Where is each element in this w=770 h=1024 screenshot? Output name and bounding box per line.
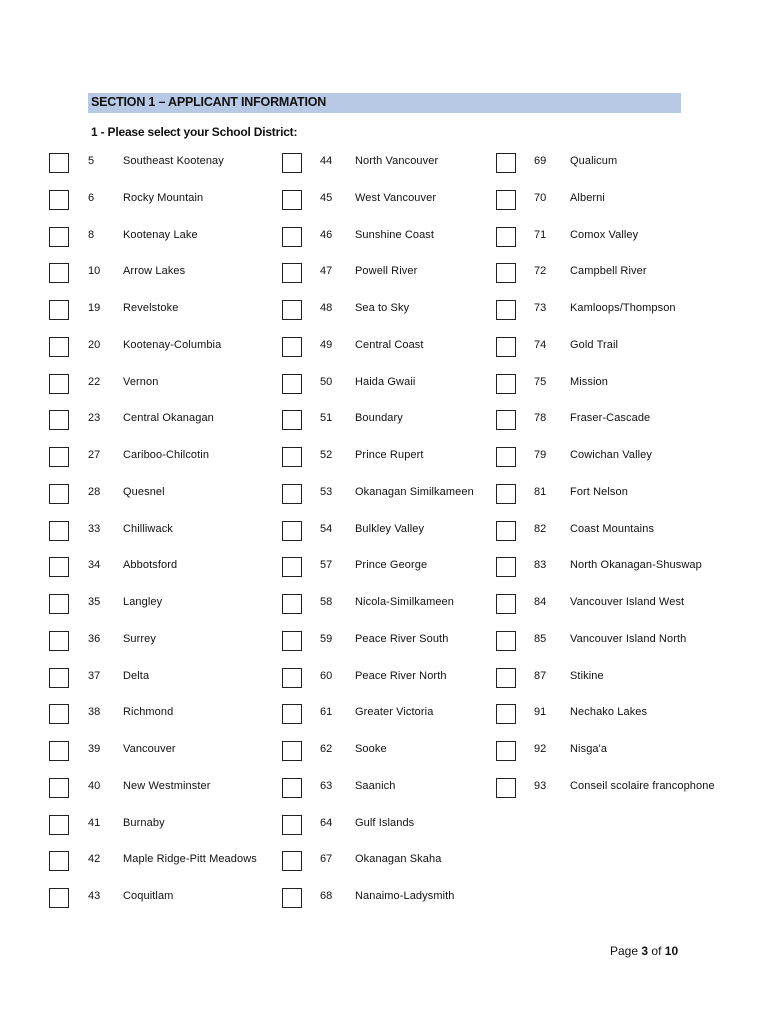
district-number: 58 (320, 596, 333, 608)
district-number: 43 (88, 890, 101, 902)
district-checkbox[interactable] (496, 227, 516, 247)
district-number: 28 (88, 486, 101, 498)
district-number: 44 (320, 155, 333, 167)
district-name: Vancouver Island West (570, 596, 685, 608)
district-number: 49 (320, 339, 333, 351)
district-number: 68 (320, 890, 333, 902)
district-checkbox[interactable] (496, 374, 516, 394)
district-number: 81 (534, 486, 547, 498)
district-name: Comox Valley (570, 229, 639, 241)
district-checkbox[interactable] (282, 594, 302, 614)
district-number: 91 (534, 706, 547, 718)
district-name: Kootenay-Columbia (123, 339, 222, 351)
district-number: 47 (320, 265, 333, 277)
district-name: Fraser-Cascade (570, 412, 651, 424)
district-name: Sea to Sky (355, 302, 410, 314)
district-name: Maple Ridge-Pitt Meadows (123, 853, 257, 865)
district-number: 71 (534, 229, 547, 241)
district-checkbox[interactable] (496, 337, 516, 357)
district-number: 33 (88, 523, 101, 535)
district-checkbox[interactable] (496, 704, 516, 724)
district-checkbox[interactable] (49, 851, 69, 871)
district-number: 53 (320, 486, 333, 498)
district-name: New Westminster (123, 780, 211, 792)
district-checkbox[interactable] (49, 594, 69, 614)
district-name: Cariboo-Chilcotin (123, 449, 210, 461)
district-number: 42 (88, 853, 101, 865)
district-number: 64 (320, 817, 333, 829)
district-checkbox[interactable] (282, 557, 302, 577)
page-footer (610, 944, 678, 958)
district-name: Bulkley Valley (355, 523, 425, 535)
district-number: 63 (320, 780, 333, 792)
district-name: Coquitlam (123, 890, 174, 902)
district-name: Powell River (355, 265, 418, 277)
district-checkbox[interactable] (49, 778, 69, 798)
district-checkbox[interactable] (496, 190, 516, 210)
district-number: 39 (88, 743, 101, 755)
district-name: Abbotsford (123, 559, 178, 571)
district-number: 60 (320, 670, 333, 682)
district-checkbox[interactable] (49, 153, 69, 173)
district-number: 23 (88, 412, 101, 424)
district-checkbox[interactable] (282, 815, 302, 835)
district-name: Haida Gwaii (355, 376, 416, 388)
district-checkbox[interactable] (282, 668, 302, 688)
district-checkbox[interactable] (496, 778, 516, 798)
district-name: Prince Rupert (355, 449, 424, 461)
district-number: 70 (534, 192, 547, 204)
district-name: West Vancouver (355, 192, 437, 204)
district-name: Qualicum (570, 155, 618, 167)
district-name: Sooke (355, 743, 387, 755)
district-name: Vancouver Island North (570, 633, 687, 645)
page-total: 10 (664, 944, 679, 958)
page-word: Page (610, 944, 639, 958)
district-name: Revelstoke (123, 302, 179, 314)
district-name: Campbell River (570, 265, 647, 277)
district-checkbox[interactable] (282, 337, 302, 357)
district-checkbox[interactable] (49, 300, 69, 320)
district-checkbox[interactable] (282, 300, 302, 320)
district-name: Stikine (570, 670, 604, 682)
district-checkbox[interactable] (49, 521, 69, 541)
district-number: 48 (320, 302, 333, 314)
district-name: Burnaby (123, 817, 165, 829)
district-number: 27 (88, 449, 101, 461)
district-checkbox[interactable] (49, 815, 69, 835)
district-checkbox[interactable] (496, 447, 516, 467)
district-number: 35 (88, 596, 101, 608)
district-checkbox[interactable] (49, 631, 69, 651)
section-title: SECTION 1 – APPLICANT INFORMATION (91, 95, 327, 109)
district-number: 51 (320, 412, 333, 424)
district-checkbox[interactable] (282, 484, 302, 504)
district-name: Chilliwack (123, 523, 173, 535)
district-name: Central Okanagan (123, 412, 214, 424)
district-number: 50 (320, 376, 333, 388)
district-name: Conseil scolaire francophone (570, 780, 715, 792)
district-checkbox[interactable] (49, 227, 69, 247)
district-name: Southeast Kootenay (123, 155, 224, 167)
district-number: 34 (88, 559, 101, 571)
district-number: 5 (88, 155, 95, 167)
district-number: 46 (320, 229, 333, 241)
district-checkbox[interactable] (49, 447, 69, 467)
district-checkbox[interactable] (496, 631, 516, 651)
district-number: 72 (534, 265, 547, 277)
district-name: Nanaimo-Ladysmith (355, 890, 455, 902)
district-number: 73 (534, 302, 547, 314)
district-checkbox[interactable] (282, 741, 302, 761)
district-name: Kamloops/Thompson (570, 302, 676, 314)
district-checkbox[interactable] (282, 704, 302, 724)
district-name: Okanagan Similkameen (355, 486, 474, 498)
district-number: 38 (88, 706, 101, 718)
district-checkbox[interactable] (282, 778, 302, 798)
district-name: North Okanagan-Shuswap (570, 559, 702, 571)
district-number: 69 (534, 155, 547, 167)
district-checkbox[interactable] (496, 153, 516, 173)
district-name: Langley (123, 596, 163, 608)
district-checkbox[interactable] (49, 410, 69, 430)
district-checkbox[interactable] (282, 521, 302, 541)
district-checkbox[interactable] (282, 263, 302, 283)
district-checkbox[interactable] (282, 888, 302, 908)
district-number: 75 (534, 376, 547, 388)
district-name: North Vancouver (355, 155, 439, 167)
district-name: Coast Mountains (570, 523, 655, 535)
district-checkbox[interactable] (282, 153, 302, 173)
district-number: 8 (88, 229, 95, 241)
district-name: Gulf Islands (355, 817, 415, 829)
district-checkbox[interactable] (282, 447, 302, 467)
district-checkbox[interactable] (282, 851, 302, 871)
district-number: 20 (88, 339, 101, 351)
district-name: Gold Trail (570, 339, 619, 351)
district-number: 57 (320, 559, 333, 571)
district-checkbox[interactable] (282, 410, 302, 430)
district-name: Rocky Mountain (123, 192, 204, 204)
district-number: 74 (534, 339, 547, 351)
district-number: 78 (534, 412, 547, 424)
district-name: Nisga'a (570, 743, 608, 755)
page-of-word: of (651, 944, 662, 958)
district-checkbox[interactable] (282, 190, 302, 210)
district-number: 87 (534, 670, 547, 682)
district-number: 40 (88, 780, 101, 792)
district-number: 52 (320, 449, 333, 461)
district-checkbox[interactable] (49, 374, 69, 394)
district-name: Richmond (123, 706, 174, 718)
school-district-question: 1 - Please select your School District: (91, 125, 298, 139)
district-name: Okanagan Skaha (355, 853, 442, 865)
district-checkbox[interactable] (282, 227, 302, 247)
district-number: 41 (88, 817, 101, 829)
district-checkbox[interactable] (49, 741, 69, 761)
district-checkbox[interactable] (496, 410, 516, 430)
district-name: Arrow Lakes (123, 265, 186, 277)
district-number: 19 (88, 302, 101, 314)
district-checkbox[interactable] (49, 484, 69, 504)
district-name: Greater Victoria (355, 706, 434, 718)
district-name: Quesnel (123, 486, 165, 498)
district-checkbox[interactable] (49, 704, 69, 724)
district-number: 45 (320, 192, 333, 204)
district-number: 10 (88, 265, 101, 277)
district-checkbox[interactable] (49, 190, 69, 210)
district-name: Vancouver (123, 743, 176, 755)
district-checkbox[interactable] (49, 888, 69, 908)
district-name: Peace River South (355, 633, 449, 645)
district-number: 54 (320, 523, 333, 535)
district-name: Surrey (123, 633, 156, 645)
district-number: 59 (320, 633, 333, 645)
district-checkbox[interactable] (496, 741, 516, 761)
district-number: 85 (534, 633, 547, 645)
district-checkbox[interactable] (496, 263, 516, 283)
district-name: Central Coast (355, 339, 424, 351)
district-checkbox[interactable] (49, 557, 69, 577)
district-number: 67 (320, 853, 333, 865)
district-name: Sunshine Coast (355, 229, 435, 241)
district-number: 6 (88, 192, 95, 204)
district-name: Mission (570, 376, 608, 388)
district-number: 82 (534, 523, 547, 535)
district-name: Nicola-Similkameen (355, 596, 454, 608)
district-number: 22 (88, 376, 101, 388)
district-name: Nechako Lakes (570, 706, 648, 718)
district-name: Peace River North (355, 670, 447, 682)
district-name: Prince George (355, 559, 428, 571)
district-name: Boundary (355, 412, 403, 424)
district-number: 84 (534, 596, 547, 608)
district-number: 92 (534, 743, 547, 755)
district-name: Fort Nelson (570, 486, 628, 498)
district-name: Vernon (123, 376, 159, 388)
district-name: Delta (123, 670, 150, 682)
district-checkbox[interactable] (496, 594, 516, 614)
district-number: 61 (320, 706, 333, 718)
district-number: 36 (88, 633, 101, 645)
district-name: Alberni (570, 192, 605, 204)
district-number: 79 (534, 449, 547, 461)
district-checkbox[interactable] (496, 668, 516, 688)
district-number: 93 (534, 780, 547, 792)
district-checkbox[interactable] (282, 374, 302, 394)
district-checkbox[interactable] (496, 300, 516, 320)
district-checkbox[interactable] (49, 337, 69, 357)
district-checkbox[interactable] (496, 484, 516, 504)
district-checkbox[interactable] (282, 631, 302, 651)
district-number: 37 (88, 670, 101, 682)
district-checkbox[interactable] (49, 668, 69, 688)
district-checkbox[interactable] (49, 263, 69, 283)
district-name: Cowichan Valley (570, 449, 653, 461)
district-name: Saanich (355, 780, 396, 792)
district-name: Kootenay Lake (123, 229, 198, 241)
district-number: 83 (534, 559, 547, 571)
section-header (88, 93, 681, 113)
district-checkbox[interactable] (496, 557, 516, 577)
page-current: 3 (641, 944, 649, 958)
district-number: 62 (320, 743, 333, 755)
district-checkbox[interactable] (496, 521, 516, 541)
